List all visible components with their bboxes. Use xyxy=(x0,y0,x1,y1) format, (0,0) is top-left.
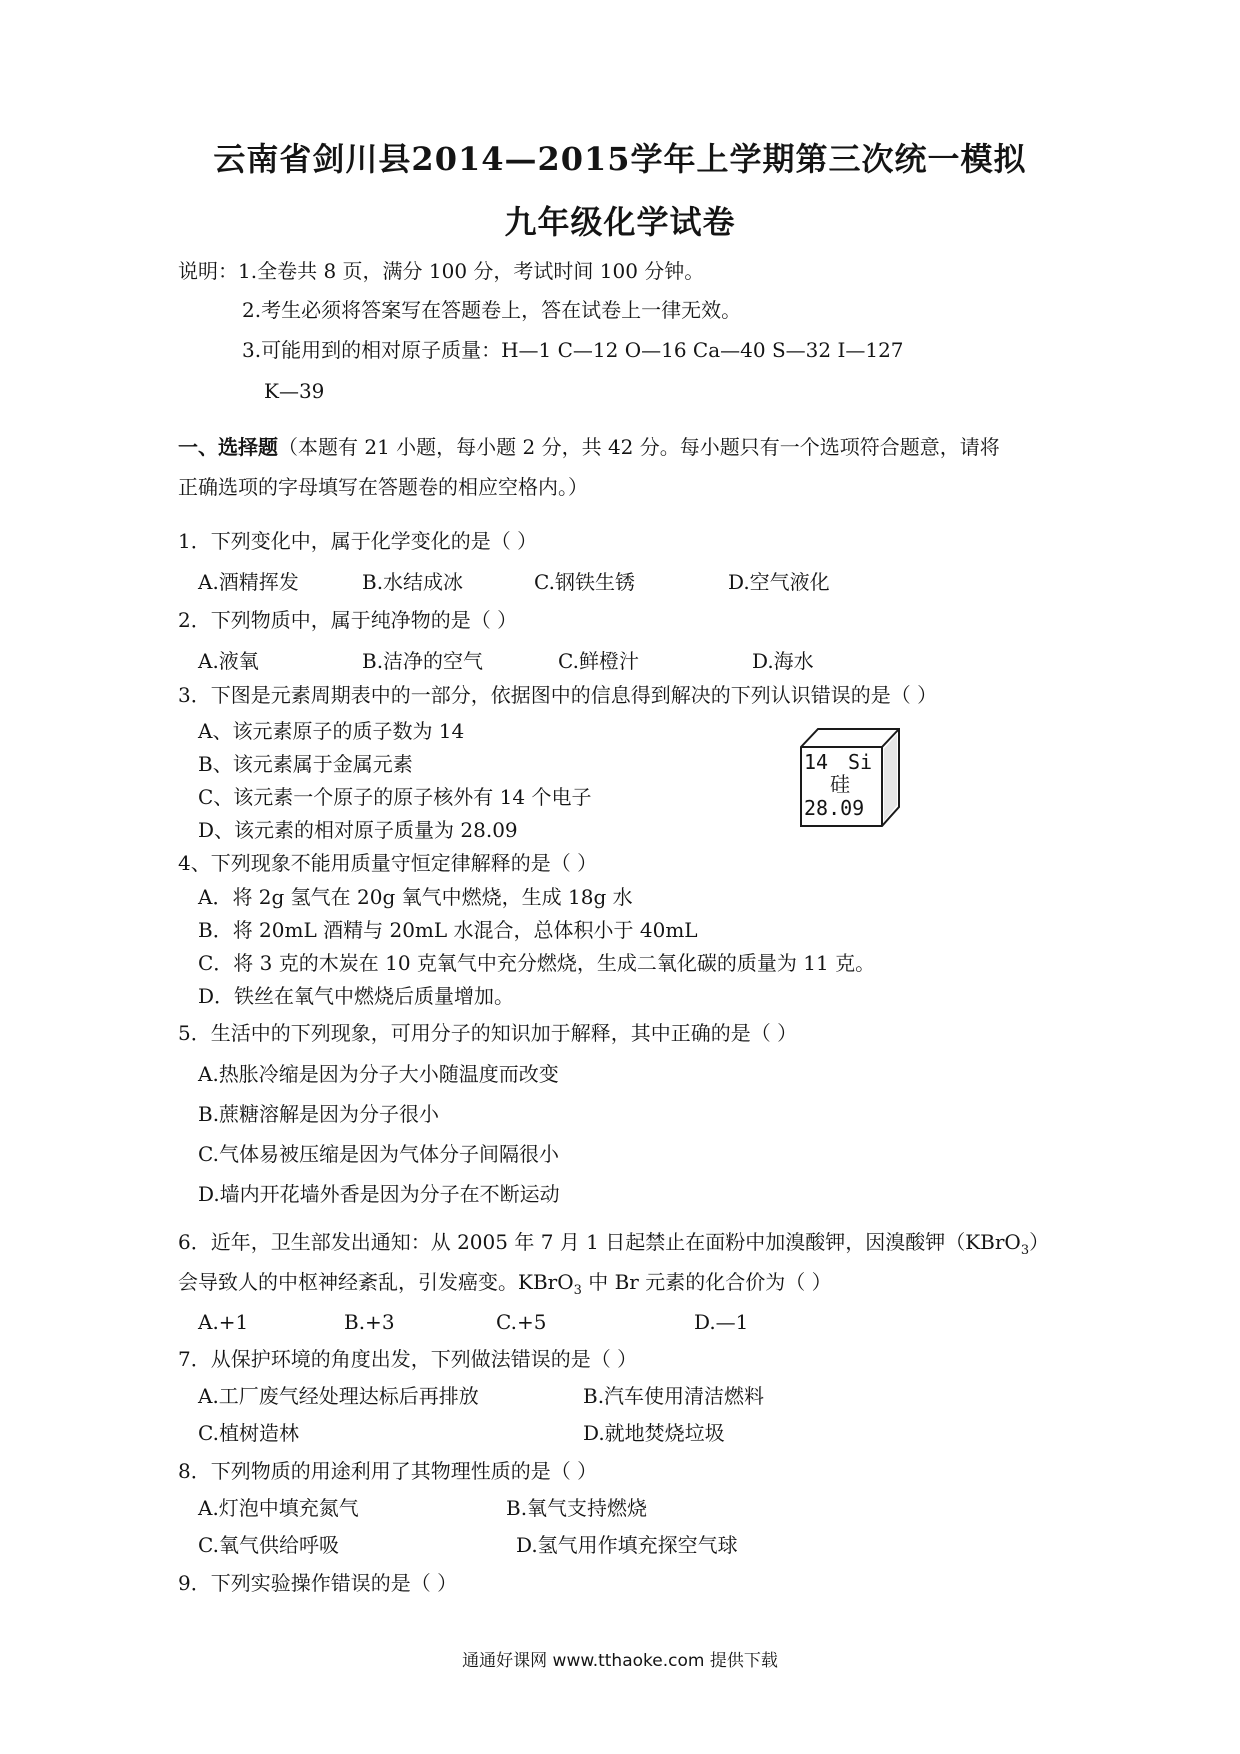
question-3-stem: 3．下图是元素周期表中的一部分，依据图中的信息得到解决的下列认识错误的是（ ） xyxy=(178,683,938,707)
section-heading: 一、选择题 xyxy=(178,435,278,459)
periodic-table-tile xyxy=(800,727,900,827)
element-number: 14 xyxy=(804,750,829,774)
question-4-option-d: D．铁丝在氧气中燃烧后质量增加。 xyxy=(198,984,515,1008)
question-8-option-d: D.氢气用作填充探空气球 xyxy=(516,1533,738,1557)
question-5-stem: 5．生活中的下列现象，可用分子的知识加于解释，其中正确的是（ ） xyxy=(178,1021,798,1045)
formula-subscript: 3 xyxy=(573,1283,582,1298)
question-6-option-c: C.+5 xyxy=(496,1310,547,1334)
question-1-option-b: B.水结成冰 xyxy=(362,570,464,594)
element-symbol: Si xyxy=(848,750,873,774)
question-5-option-d: D.墙内开花墙外香是因为分子在不断运动 xyxy=(198,1182,560,1206)
question-8-option-c: C.氧气供给呼吸 xyxy=(198,1533,339,1557)
exam-title-line1: 云南省剑川县2014—2015学年上学期第三次统一模拟 xyxy=(213,140,1027,178)
question-1-option-a: A.酒精挥发 xyxy=(198,570,299,594)
question-1-stem: 1．下列变化中，属于化学变化的是（ ） xyxy=(178,529,538,553)
section-heading-row xyxy=(178,434,1000,460)
question-7-option-b: B.汽车使用清洁燃料 xyxy=(583,1384,765,1408)
question-4-option-c: C．将 3 克的木炭在 10 克氧气中充分燃烧，生成二氧化碳的质量为 11 克。 xyxy=(198,951,876,975)
question-7-option-d: D.就地焚烧垃圾 xyxy=(583,1421,725,1445)
question-2-stem: 2．下列物质中，属于纯净物的是（ ） xyxy=(178,608,518,632)
question-6-option-a: A.+1 xyxy=(198,1310,249,1334)
question-8-stem: 8．下列物质的用途利用了其物理性质的是（ ） xyxy=(178,1459,598,1483)
question-4-option-a: A．将 2g 氢气在 20g 氧气中燃烧，生成 18g 水 xyxy=(198,885,633,909)
question-7-stem: 7．从保护环境的角度出发，下列做法错误的是（ ） xyxy=(178,1347,638,1371)
question-5-option-a: A.热胀冷缩是因为分子大小随温度而改变 xyxy=(198,1062,559,1086)
section-description-continued: 正确选项的字母填写在答题卷的相应空格内。） xyxy=(178,475,588,499)
question-3-option-a: A、该元素原子的质子数为 14 xyxy=(198,719,465,743)
question-6-stem-line1 xyxy=(178,1229,1049,1264)
question-7-option-a: A.工厂废气经处理达标后再排放 xyxy=(198,1384,479,1408)
question-4-stem: 4、下列现象不能用质量守恒定律解释的是（ ） xyxy=(178,851,598,875)
note-1: 说明：1.全卷共 8 页，满分 100 分，考试时间 100 分钟。 xyxy=(178,259,705,283)
question-6-stem-part3: 会导致人的中枢神经紊乱，引发癌变。KBrO xyxy=(178,1270,574,1294)
question-3-option-d: D、该元素的相对原子质量为 28.09 xyxy=(198,818,518,842)
question-2-option-c: C.鲜橙汁 xyxy=(558,649,639,673)
formula-subscript: 3 xyxy=(1020,1243,1030,1258)
question-2-option-d: D.海水 xyxy=(752,649,814,673)
question-6-stem-part1: 6．近年，卫生部发出通知：从 2005 年 7 月 1 日起禁止在面粉中加溴酸钾，因溴酸钾（KBrO xyxy=(178,1230,1021,1254)
question-6-stem-part4: 中 Br 元素的化合价为（ ） xyxy=(581,1270,832,1294)
note-3-continued: K—39 xyxy=(264,379,325,403)
question-6-stem-part2: ） xyxy=(1029,1230,1050,1254)
question-8-option-a: A.灯泡中填充氮气 xyxy=(198,1496,359,1520)
question-5-option-c: C.气体易被压缩是因为气体分子间隔很小 xyxy=(198,1142,559,1166)
question-9-stem: 9．下列实验操作错误的是（ ） xyxy=(178,1571,458,1595)
question-6-stem-line2 xyxy=(178,1269,832,1304)
question-2-option-a: A.液氧 xyxy=(198,649,259,673)
question-1-option-c: C.钢铁生锈 xyxy=(534,570,635,594)
section-description: （本题有 21 小题，每小题 2 分，共 42 分。每小题只有一个选项符合题意，请将 xyxy=(278,435,1000,459)
note-2: 2.考生必须将答案写在答题卷上，答在试卷上一律无效。 xyxy=(242,298,742,322)
question-5-option-b: B.蔗糖溶解是因为分子很小 xyxy=(198,1102,440,1126)
question-3-option-c: C、该元素一个原子的原子核外有 14 个电子 xyxy=(198,785,592,809)
element-name: 硅 xyxy=(830,772,850,796)
element-mass: 28.09 xyxy=(804,796,865,820)
note-3: 3.可能用到的相对原子质量：H—1 C—12 O—16 Ca—40 S—32 I—127 xyxy=(242,338,904,362)
question-4-option-b: B．将 20mL 酒精与 20mL 水混合，总体积小于 40mL xyxy=(198,918,698,942)
question-1-option-d: D.空气液化 xyxy=(728,570,830,594)
question-3-option-b: B、该元素属于金属元素 xyxy=(198,752,413,776)
question-8-option-b: B.氧气支持燃烧 xyxy=(506,1496,648,1520)
exam-title-line2: 九年级化学试卷 xyxy=(504,203,736,241)
question-6-option-d: D.—1 xyxy=(694,1310,749,1334)
question-6-option-b: B.+3 xyxy=(344,1310,395,1334)
page-footer: 通通好课网 www.tthaoke.com 提供下载 xyxy=(462,1651,778,1671)
question-7-option-c: C.植树造林 xyxy=(198,1421,299,1445)
question-2-option-b: B.洁净的空气 xyxy=(362,649,484,673)
